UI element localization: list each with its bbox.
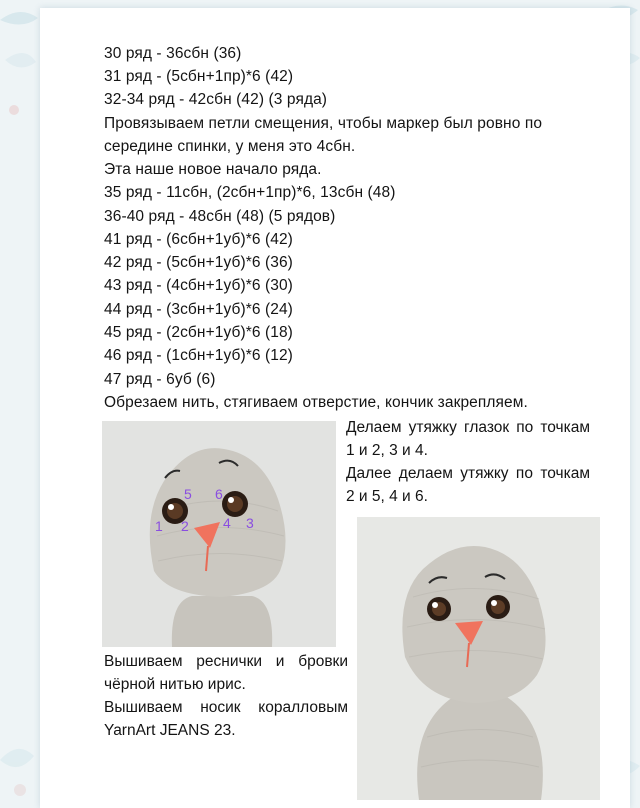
photo-toy-finished-face xyxy=(357,517,600,800)
text-line: Эта наше новое начало ряда. xyxy=(104,161,322,178)
side-note-eye-points: Делаем утяжку глазок по точкам 1 и 2, 3 и 4. xyxy=(346,419,590,459)
text-line: 46 ряд - (1сбн+1уб)*6 (12) xyxy=(104,347,293,364)
text-line: 44 ряд - (3сбн+1уб)*6 (24) xyxy=(104,301,293,318)
text-line: Провязываем петли смещения, чтобы маркер был ровно по xyxy=(104,115,543,132)
point-label-2: 2 xyxy=(181,518,189,534)
point-label-6: 6 xyxy=(215,486,223,502)
side-note-eye-points-2: Далее делаем утяжку по точкам 2 и 5, 4 и 6. xyxy=(346,465,590,505)
point-label-1: 1 xyxy=(155,518,163,534)
text-line: 31 ряд - (5сбн+1пр)*6 (42) xyxy=(104,68,294,85)
text-line: 47 ряд - 6уб (6) xyxy=(104,371,216,388)
text-line: 35 ряд - 11сбн, (2сбн+1пр)*6, 13сбн (48) xyxy=(104,184,396,201)
text-line: 30 ряд - 36сбн (36) xyxy=(104,45,242,62)
caption-eyelashes: Вышиваем реснички и бровки чёрной нитью ирис. xyxy=(104,653,348,693)
text-line: Обрезаем нить, стягиваем отверстие, кончик закрепляем. xyxy=(104,394,528,411)
text-line: 42 ряд - (5сбн+1уб)*6 (36) xyxy=(104,254,293,271)
photo-toy-eye-points xyxy=(102,421,336,647)
text-line: 45 ряд - (2сбн+1уб)*6 (18) xyxy=(104,324,293,341)
point-label-3: 3 xyxy=(246,515,254,531)
point-label-4: 4 xyxy=(223,515,231,531)
text-line: середине спинки, у меня это 4сбн. xyxy=(104,138,356,155)
text-line: 41 ряд - (6сбн+1уб)*6 (42) xyxy=(104,231,293,248)
text-line: 32-34 ряд - 42сбн (42) (3 ряда) xyxy=(104,91,328,108)
point-label-5: 5 xyxy=(184,486,192,502)
text-line: 36-40 ряд - 48сбн (48) (5 рядов) xyxy=(104,208,336,225)
text-line: 43 ряд - (4сбн+1уб)*6 (30) xyxy=(104,277,293,294)
caption-nose: Вышиваем носик коралловым YarnArt JEANS 23. xyxy=(104,699,348,739)
